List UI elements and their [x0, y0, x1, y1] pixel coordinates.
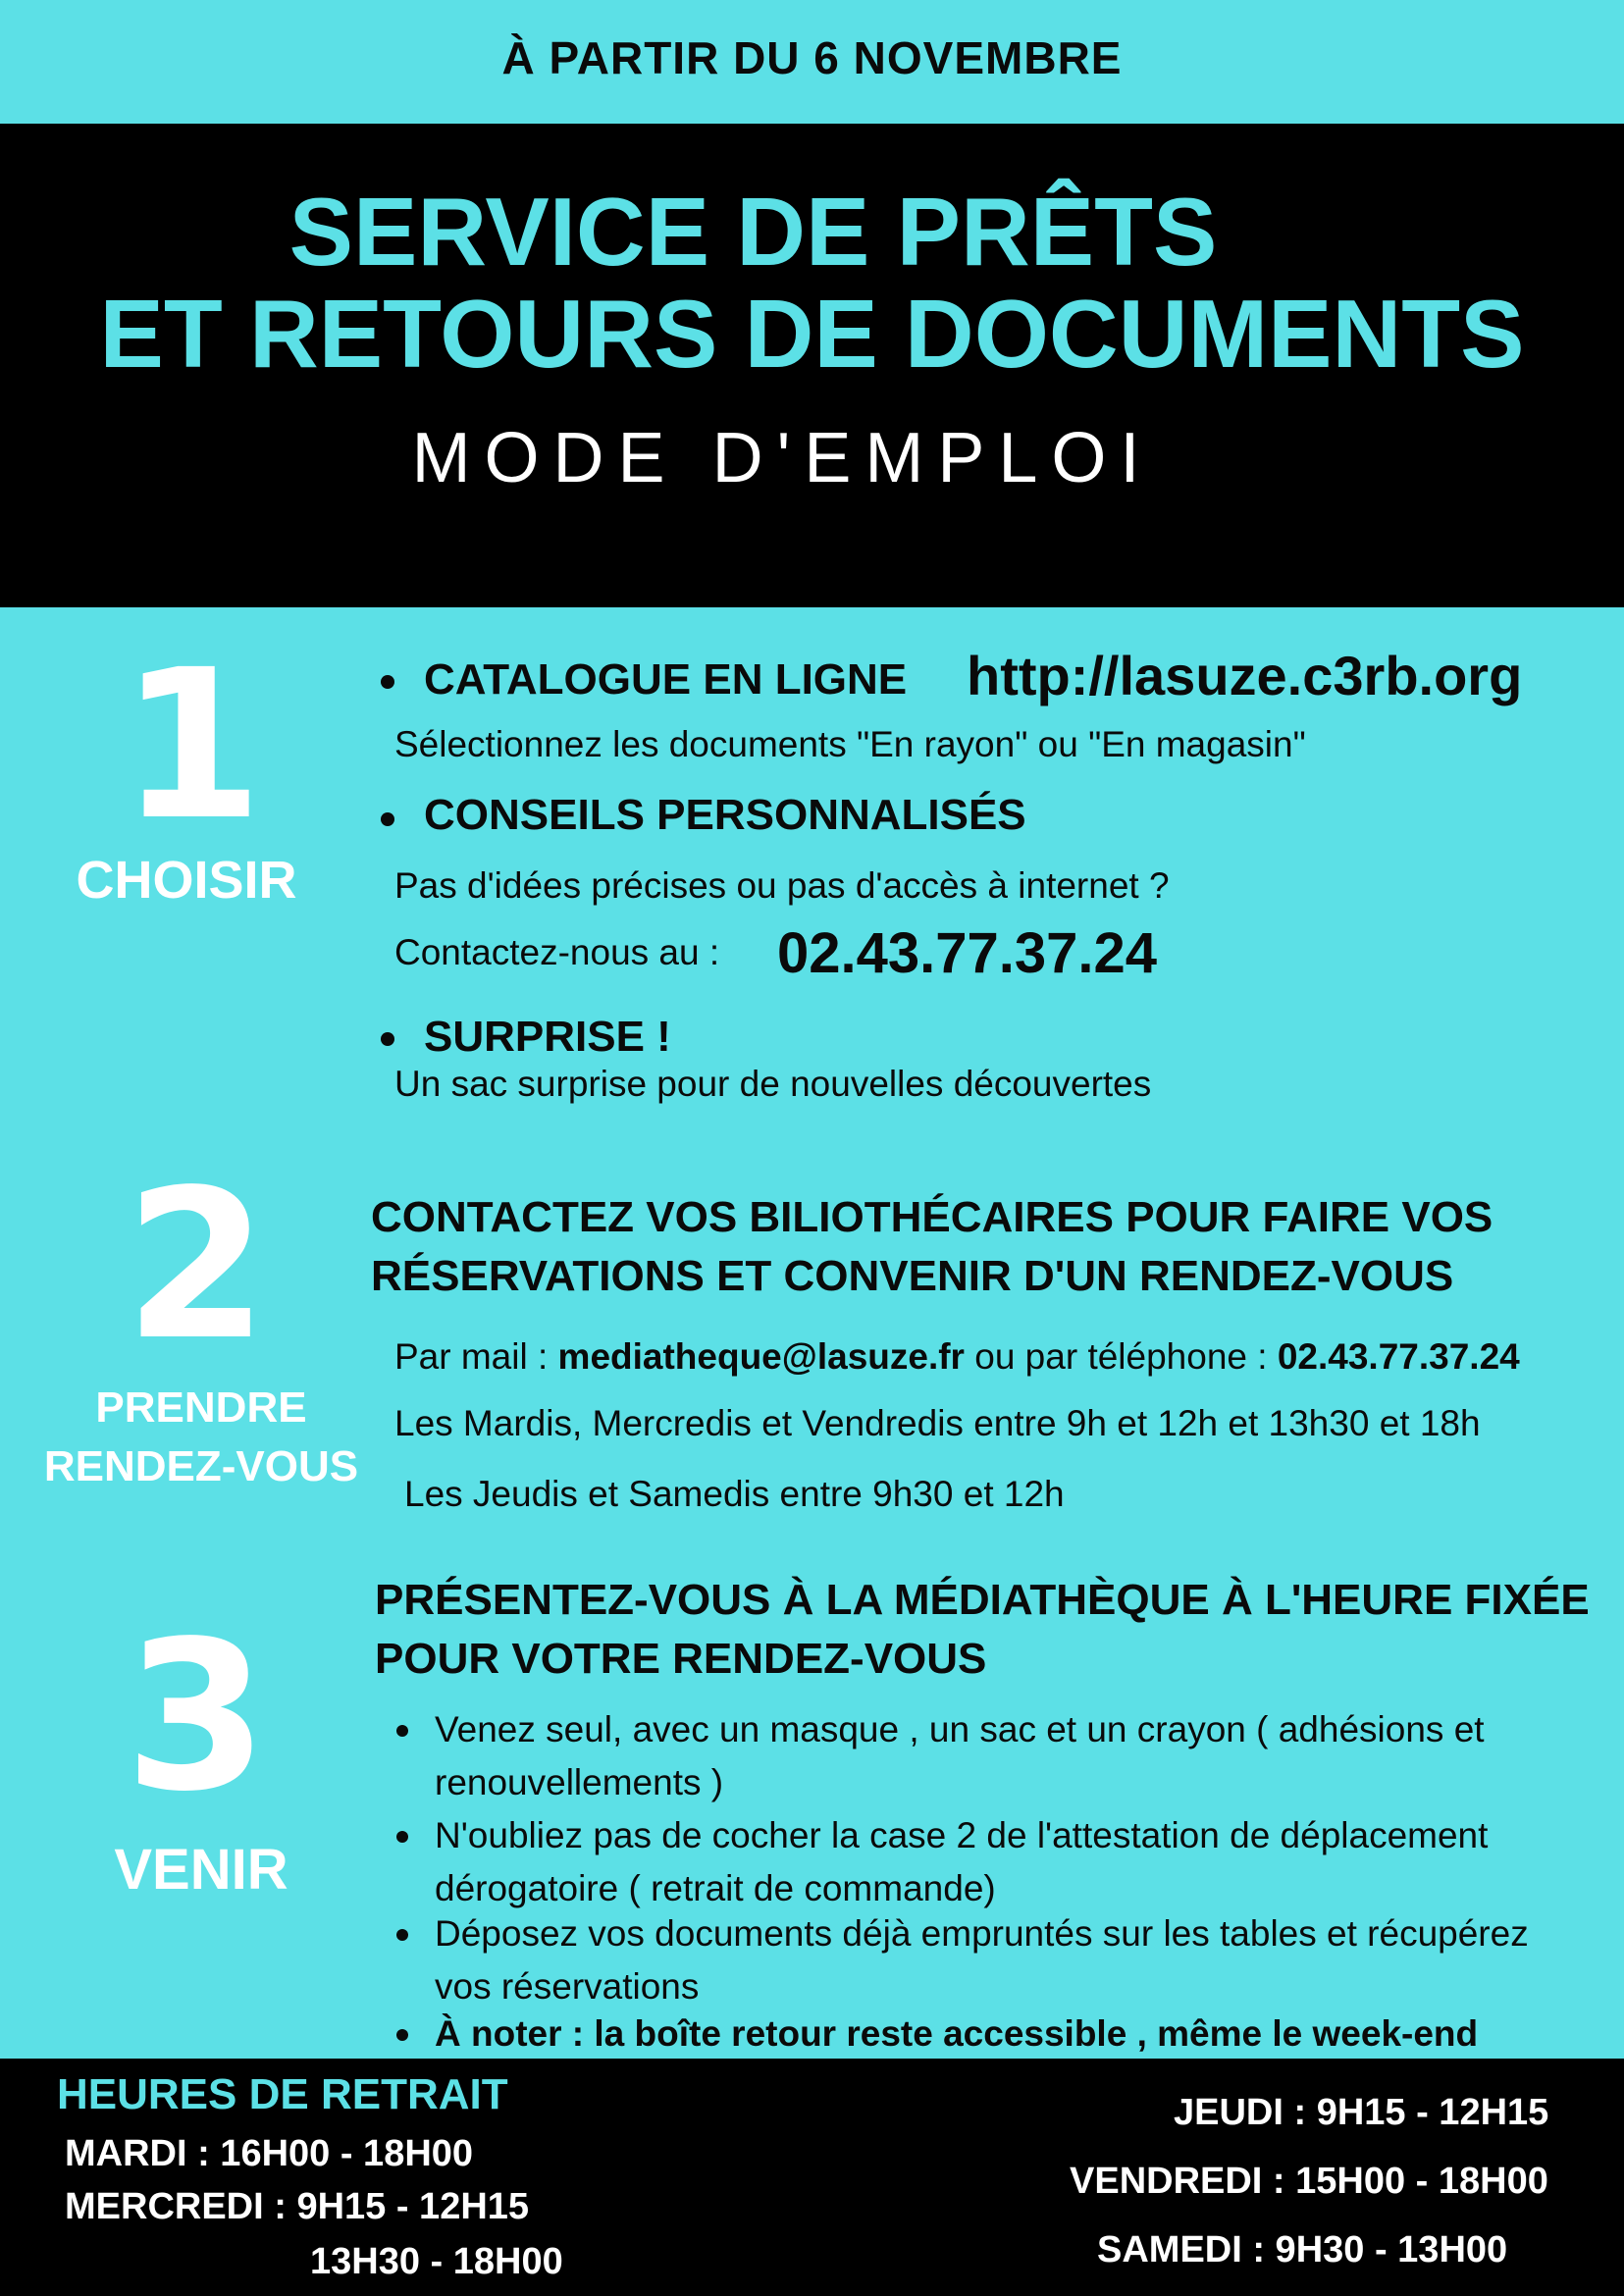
- conseils-heading: CONSEILS PERSONNALISÉS: [424, 791, 1026, 839]
- step-3-number: 3: [124, 1596, 269, 1837]
- step-3-label: VENIR: [114, 1838, 288, 1902]
- step-2-heading-line-1: CONTACTEZ VOS BILIOTHÉCAIRES POUR FAIRE VOS: [371, 1193, 1493, 1241]
- item-2-line-1: N'oubliez pas de cocher la case 2 de l'attestation de déplacement: [435, 1815, 1489, 1855]
- start-date: À PARTIR DU 6 NOVEMBRE: [501, 32, 1123, 83]
- item-2-line-2: dérogatoire ( retrait de commande): [435, 1868, 996, 1908]
- item-3-line-2: vos réservations: [435, 1966, 700, 2007]
- title-line-1: SERVICE DE PRÊTS: [288, 178, 1218, 286]
- step-2-label-line-2: RENDEZ-VOUS: [43, 1442, 359, 1490]
- step-1-number: 1: [119, 625, 264, 865]
- phone-link[interactable]: 02.43.77.37.24: [1277, 1336, 1520, 1377]
- hours-jeudi: JEUDI : 9H15 - 12H15: [1174, 2092, 1549, 2133]
- catalogue-heading: CATALOGUE EN LIGNE: [424, 655, 908, 704]
- hours-samedi: SAMEDI : 9H30 - 13H00: [1097, 2229, 1508, 2270]
- item-4: À noter : la boîte retour reste accessible , même le week-end: [435, 2013, 1479, 2054]
- hours-mercredi-afternoon: 13H30 - 18H00: [310, 2241, 563, 2282]
- item-3-line-1: Déposez vos documents déjà empruntés sur les tables et récupérez: [435, 1913, 1529, 1954]
- contact-phone[interactable]: 02.43.77.37.24: [777, 921, 1158, 985]
- mail-prefix: Par mail :: [394, 1336, 558, 1377]
- hours-mercredi: MERCREDI : 9H15 - 12H15: [65, 2186, 530, 2227]
- bullet-icon: [396, 1831, 408, 1843]
- title-line-2: ET RETOURS DE DOCUMENTS: [99, 280, 1525, 388]
- bullet-icon: [381, 1032, 394, 1046]
- item-1-line-1: Venez seul, avec un masque , un sac et un crayon ( adhésions et: [435, 1709, 1485, 1749]
- contact-label: Contactez-nous au :: [394, 932, 720, 972]
- step-2-label-line-1: PRENDRE: [95, 1383, 307, 1432]
- phone-prefix: ou par téléphone :: [964, 1336, 1278, 1377]
- step-3-heading-line-1: PRÉSENTEZ-VOUS À LA MÉDIATHÈQUE À L'HEURE FIXÉE: [375, 1576, 1590, 1624]
- bullet-icon: [396, 1929, 408, 1941]
- step-2-heading-line-2: RÉSERVATIONS ET CONVENIR D'UN RENDEZ-VOUS: [371, 1252, 1454, 1300]
- header: [0, 124, 1624, 607]
- pickup-hours-footer: [0, 2059, 1624, 2296]
- hours-line-2: Les Jeudis et Samedis entre 9h30 et 12h: [404, 1474, 1065, 1514]
- hours-mardi: MARDI : 16H00 - 18H00: [65, 2133, 474, 2174]
- step-3-heading-line-2: POUR VOTRE RENDEZ-VOUS: [375, 1635, 987, 1683]
- conseils-text: Pas d'idées précises ou pas d'accès à internet ?: [394, 865, 1170, 906]
- footer-title: HEURES DE RETRAIT: [57, 2070, 508, 2118]
- catalogue-link[interactable]: http://lasuze.c3rb.org: [967, 645, 1523, 706]
- subtitle: MODE D'EMPLOI: [411, 419, 1154, 497]
- contact-line: [394, 1336, 1520, 1378]
- bullet-icon: [381, 675, 394, 689]
- email-link[interactable]: mediatheque@lasuze.fr: [557, 1336, 965, 1377]
- hours-vendredi: VENDREDI : 15H00 - 18H00: [1070, 2161, 1548, 2202]
- item-1-line-2: renouvellements ): [435, 1762, 724, 1802]
- step-2-number: 2: [124, 1145, 269, 1385]
- hours-line-1: Les Mardis, Mercredis et Vendredis entre 9h et 12h et 13h30 et 18h: [394, 1403, 1481, 1443]
- catalogue-text: Sélectionnez les documents "En rayon" ou "En magasin": [394, 724, 1306, 764]
- date-banner: [0, 0, 1624, 124]
- bullet-icon: [396, 2029, 408, 2041]
- bullet-icon: [396, 1725, 408, 1737]
- surprise-text: Un sac surprise pour de nouvelles découvertes: [394, 1064, 1152, 1104]
- step-1-label: CHOISIR: [76, 851, 297, 910]
- surprise-heading: SURPRISE !: [424, 1013, 671, 1061]
- bullet-icon: [381, 812, 394, 826]
